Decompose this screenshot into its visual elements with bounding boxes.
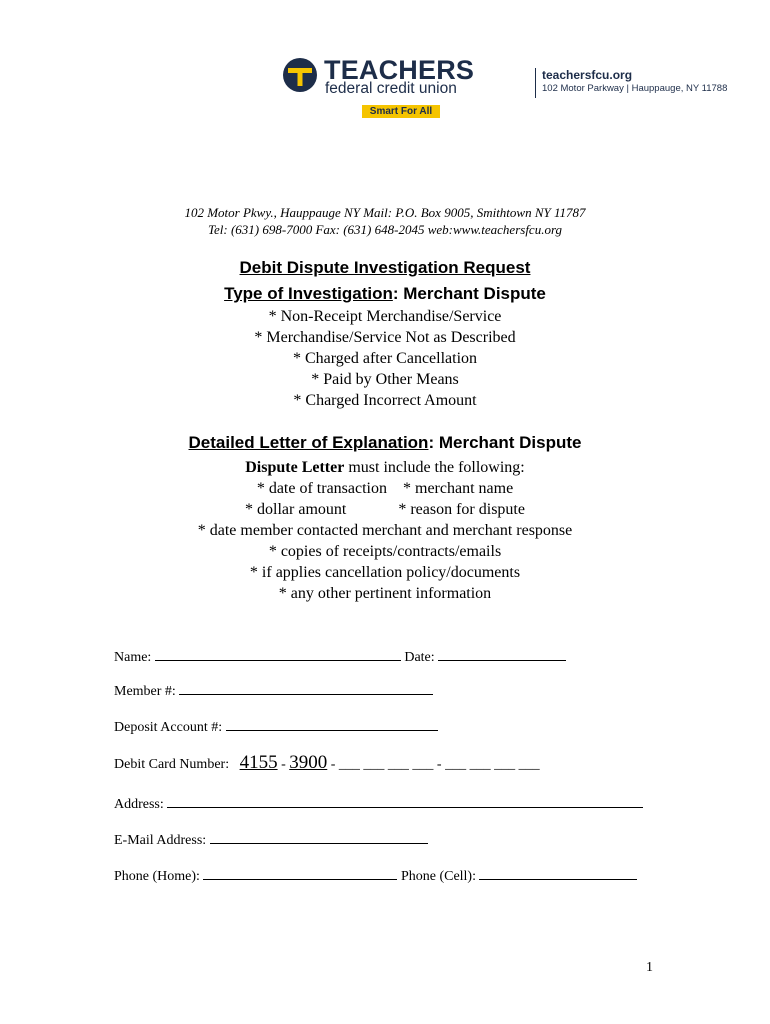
form-title-text: Debit Dispute Investigation Request [239, 258, 531, 277]
logo-name: TEACHERS [324, 55, 475, 85]
date-field[interactable] [438, 646, 566, 661]
address-line-2: Tel: (631) 698-7000 Fax: (631) 648-2045 web:www.teachersfcu.org [207, 222, 563, 237]
requirement-item: * date member contacted merchant and merchant response [197, 522, 573, 539]
investigation-type-heading [0, 282, 770, 306]
phone-cell-field[interactable] [479, 865, 637, 880]
address-field[interactable] [167, 793, 643, 808]
requirements-lead [0, 457, 770, 478]
card-row [114, 754, 540, 774]
investigation-types-list [0, 306, 770, 411]
requirements-lead-rest: must include the following: [344, 459, 525, 476]
deposit-label: Deposit Account #: [114, 720, 226, 735]
phone-home-field[interactable] [203, 865, 397, 880]
requirement-item: * any other pertinent information [278, 585, 492, 602]
logo-subtitle: federal credit union [325, 80, 457, 97]
name-label: Name: [114, 650, 155, 665]
name-field[interactable] [155, 646, 401, 661]
page-number: 1 [646, 960, 653, 975]
card-label: Debit Card Number: [114, 757, 240, 772]
member-number-field[interactable] [179, 680, 433, 695]
investigation-type-item: * Charged Incorrect Amount [293, 392, 477, 409]
teachers-t-icon [282, 57, 318, 93]
requirement-item: * copies of receipts/contracts/emails [268, 543, 502, 560]
deposit-account-field[interactable] [226, 716, 438, 731]
teachers-logo [282, 56, 482, 120]
card-prefix-1: 4155 [239, 752, 278, 773]
address-line-1: 102 Motor Pkwy., Hauppauge NY Mail: P.O. Box 9005, Smithtown NY 11787 [184, 205, 586, 220]
name-date-row [114, 646, 566, 667]
header-address-street: 102 Motor Parkway [542, 83, 624, 94]
header-address [542, 82, 727, 96]
investigation-type-item: * Non-Receipt Merchandise/Service [268, 308, 502, 325]
address-row [114, 793, 643, 814]
letter-heading [0, 431, 770, 455]
letter-value: : Merchant Dispute [428, 433, 582, 452]
phone-row [114, 865, 637, 886]
header-contact [535, 68, 727, 98]
investigation-type-item: * Charged after Cancellation [292, 350, 478, 367]
investigation-type-label: Type of Investigation [224, 284, 393, 303]
card-number-field[interactable]: - ___ ___ ___ ___ - ___ ___ ___ ___ [327, 757, 540, 772]
deposit-row [114, 716, 438, 737]
date-label: Date: [400, 650, 439, 665]
member-row [114, 680, 433, 701]
header-address-city: Hauppauge, NY 11788 [631, 83, 728, 94]
member-label: Member #: [114, 684, 180, 699]
address-label: Address: [114, 797, 168, 812]
phone-cell-label: Phone (Cell): [397, 869, 480, 884]
investigation-type-item: * Merchandise/Service Not as Described [254, 329, 516, 346]
email-label: E-Mail Address: [114, 833, 210, 848]
email-row [114, 829, 428, 850]
requirement-item: * if applies cancellation policy/documents [249, 564, 521, 581]
requirements-list [0, 457, 770, 604]
logo-badge: Smart For All [362, 105, 440, 118]
investigation-type-item: * Paid by Other Means [311, 371, 459, 388]
header-website: teachersfcu.org [542, 68, 633, 82]
investigation-type-value: : Merchant Dispute [392, 284, 546, 303]
requirement-item: * dollar amount * reason for dispute [245, 501, 525, 518]
card-separator: - [277, 757, 290, 772]
header-address-divider: | [626, 83, 632, 94]
letter-label: Detailed Letter of Explanation [188, 433, 429, 452]
requirement-item: * date of transaction * merchant name [256, 480, 514, 497]
phone-home-label: Phone (Home): [114, 869, 204, 884]
requirements-lead-bold: Dispute Letter [245, 459, 345, 476]
form-title [0, 256, 770, 280]
card-prefix-2: 3900 [289, 752, 328, 773]
email-field[interactable] [210, 829, 428, 844]
